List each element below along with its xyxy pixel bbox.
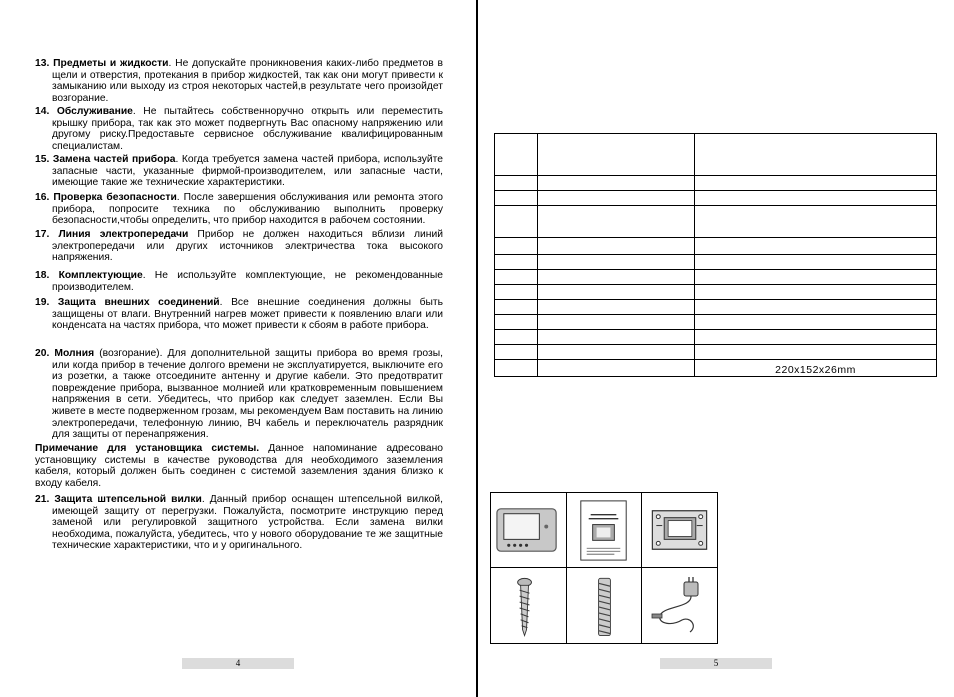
table-cell [538, 255, 695, 270]
table-cell [495, 270, 538, 285]
table-row [495, 330, 937, 345]
table-row [495, 238, 937, 255]
table-cell [495, 206, 538, 238]
table-cell [538, 285, 695, 300]
table-cell [495, 238, 538, 255]
table-cell [538, 360, 695, 377]
table-cell [695, 134, 937, 176]
table-cell [538, 300, 695, 315]
table-cell [495, 191, 538, 206]
table-row [495, 300, 937, 315]
table-row [495, 345, 937, 360]
table-cell [695, 238, 937, 255]
list-item-17: 17. Линия электропередачи Прибор не должен находиться вблизи линий электропередачи или других источников электричества тока высокого напряжения. [35, 229, 443, 264]
list-item-19: 19. Защита внешних соединений. Все внешние соединения должны быть защищены от влаги. Внутренний нагрев может привести к появлению влаги или конденсата на частях прибора, что может привести к сбоям в работе прибора. [35, 297, 443, 332]
installer-note: Примечание для установщика системы. Данное напоминание адресовано установщику системы в качестве руководства для необходимого заземления кабеля, который должен быть соединен с системой заземления здания близко к входу кабеля. [35, 443, 443, 489]
table-row [495, 206, 937, 238]
table-cell [695, 206, 937, 238]
table-cell [495, 285, 538, 300]
table-cell [538, 176, 695, 191]
list-item-21: 21. Защита штепсельной вилки. Данный прибор оснащен штепсельной вилкой, имеющей защиту от перегрузки. Пожалуйста, посмотрите инструкцию перед заменой или регулировкой защитного устройства. Если замена вилки необходима, пожалуйста, убедитесь, что у нового оборудование те же защитные технические характеристики, что и у оригинального. [35, 494, 443, 552]
table-cell [695, 191, 937, 206]
table-cell [538, 206, 695, 238]
table-cell [495, 360, 538, 377]
list-item-13: 13. Предметы и жидкости. Не допускайте проникновения каких-либо предметов в щели и отверстия, протекания в прибор жидкостей, так как они могут привести к замыканию или выходу из строя некоторых частей,в результате чего произойдет возгорание. [35, 58, 443, 104]
table-cell [538, 270, 695, 285]
list-item-15: 15. Замена частей прибора. Когда требуется замена частей прибора, используйте запасные части, указанные фирмой-производителем, или запасные части, имеющие такие же технические характеристики. [35, 154, 443, 189]
screw-icon [491, 568, 567, 643]
page-right [478, 0, 954, 697]
page-number: 4 [182, 658, 294, 669]
table-cell [695, 285, 937, 300]
table-cell [695, 176, 937, 191]
table-cell [695, 270, 937, 285]
table-cell [495, 300, 538, 315]
table-cell [695, 330, 937, 345]
table-cell [538, 315, 695, 330]
spec-table [494, 133, 937, 377]
table-cell [538, 330, 695, 345]
table-row [495, 315, 937, 330]
table-cell [538, 191, 695, 206]
table-cell [695, 315, 937, 330]
list-item-14: 14. Обслуживание. Не пытайтесь собственноручно открыть или переместить крышку прибора, так как это может подвергнуть Вас опасному напряжению или другому риску.Предоставьте сервисное обслуживание квалифицированным специалистам. [35, 106, 443, 152]
table-cell [495, 134, 538, 176]
list-item-16: 16. Проверка безопасности. После завершения обслуживания или ремонта этого прибора, попросите техника по обслуживанию выполнить проверку безопасности,чтобы определить, что прибор находится в рабочем состоянии. [35, 192, 443, 227]
table-row [495, 176, 937, 191]
table-cell [495, 345, 538, 360]
table-cell: 220x152x26mm [695, 360, 937, 377]
monitor-unit-icon [491, 493, 567, 568]
table-row [495, 270, 937, 285]
user-manual-icon [567, 493, 642, 568]
table-cell [538, 134, 695, 176]
list-item-20: 20. Молния (возгорание). Для дополнительной защиты прибора во время грозы, или когда прибор в течение долгого времени не эксплуатируется, выключите его из розетки, а также отсоедините антенну и другие кабели. Это предотвратит повреждение прибора, вызванное молнией или кратковременным повышением напряжения в сети. Убедитесь, что прибор как следует заземлен. Если Вы живете в месте подверженном грозам, мы рекомендуем Вам поставить на линию электропередачи, телефонную линию, ВЧ кабель и переключатель разрядник для защиты от перенапряжения. [35, 348, 443, 441]
table-cell [695, 300, 937, 315]
table-cell [538, 345, 695, 360]
wall-plug-icon [567, 568, 642, 643]
power-adapter-icon [642, 568, 717, 643]
table-row [495, 191, 937, 206]
table-cell [495, 315, 538, 330]
wall-mount-bracket-icon [642, 493, 717, 568]
page-number: 5 [660, 658, 772, 669]
table-cell [695, 345, 937, 360]
table-cell [695, 255, 937, 270]
table-cell [495, 176, 538, 191]
table-cell [495, 255, 538, 270]
table-row [495, 360, 937, 377]
table-row [495, 285, 937, 300]
table-row [495, 255, 937, 270]
table-cell [538, 238, 695, 255]
list-item-18: 18. Комплектующие. Не используйте комплектующие, не рекомендованные производителем. [35, 270, 443, 293]
page-left [0, 0, 476, 697]
table-row [495, 134, 937, 176]
table-cell [495, 330, 538, 345]
package-contents-grid [490, 492, 718, 644]
